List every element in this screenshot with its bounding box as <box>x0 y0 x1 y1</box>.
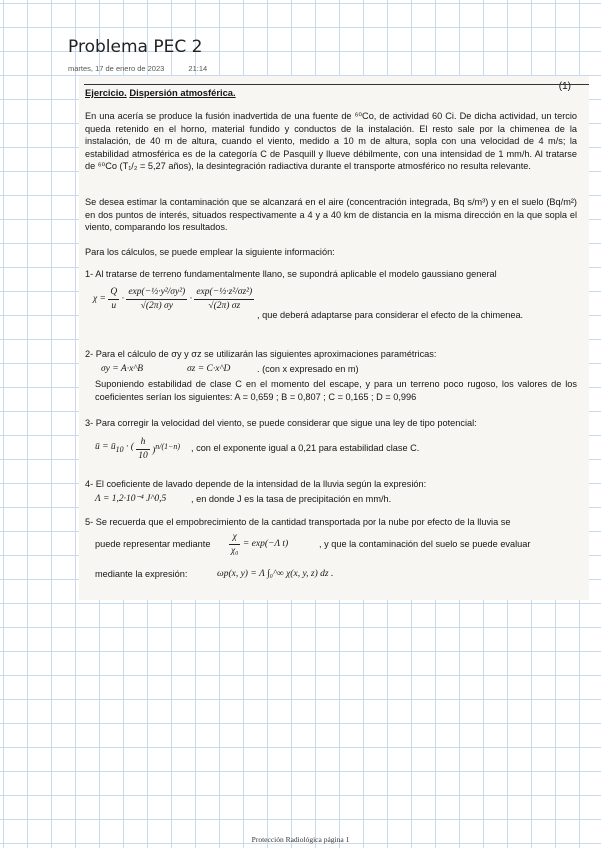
item-1-after: , que deberá adaptarse para considerar el efecto de la chimenea. <box>257 310 524 320</box>
item-5: 5- Se recuerda que el empobrecimiento de la cantidad transportada por la nube por efecto de la lluvia se <box>85 517 511 527</box>
title-rule <box>84 84 589 85</box>
scanned-exercise-image <box>79 76 589 600</box>
page-title: Problema PEC 2 <box>68 37 203 57</box>
item-2-note: . (con x expresado en m) <box>257 364 359 374</box>
wind-power-law-formula: ū = $ū_{10}$ · ( $\frac{h}{10}$ )$^{n/(1-n)}$ <box>95 437 180 461</box>
exercise-title-main: Dispersión atmosférica. <box>129 87 236 98</box>
depletion-formula: $\frac{\chi}{\text{χ₀}}$ = exp(−Λ t) <box>231 532 289 556</box>
item-5-line-b-start: puede representar mediante <box>95 539 211 549</box>
item-3-after: , con el exponente igual a 0,21 para estabilidad clase C. <box>191 443 420 453</box>
exercise-task: Se desea estimar la contaminación que se alcanzará en el aire (concentración integrada, Bq s/m³) y en el suelo (Bq/m²) en dos puntos de interés, situados respectivamente a 4 y a 40 km de distancia en la misma dirección en la que sopla el viento, comparando los resultados. <box>85 197 577 233</box>
item-5-line-b-end: , y que la contaminación del suelo se puede evaluar <box>319 539 531 549</box>
washout-formula: Λ = 1,2·10⁻⁴ J^0,5 <box>95 494 167 504</box>
page-time: 21:14 <box>188 64 208 73</box>
ground-deposition-formula: ωp(x, y) = Λ ∫₀^∞ χ(x, y, z) dz . <box>217 569 334 579</box>
item-2: 2- Para el cálculo de σy y σz se utilizarán las siguientes aproximaciones paramétricas: <box>85 349 437 359</box>
exercise-title-prefix: Ejercicio. <box>85 87 127 98</box>
item-3: 3- Para corregir la velocidad del viento, se puede considerar que sigue una ley de tipo potencial: <box>85 418 477 428</box>
gaussian-formula: χ = $\frac{Q}{u}$ · $\frac{\text{exp(−½·y²/σy²)}}{√(2\pi) \sigma y}$ · $\frac{\text{exp(−½·z²/σz²)}}{√(2\pi) \sigma z}$ <box>93 287 253 311</box>
calc-intro: Para los cálculos, se puede emplear la siguiente información: <box>85 247 335 257</box>
item-4: 4- El coeficiente de lavado depende de la intensidad de la lluvia según la expresión: <box>85 479 427 489</box>
item-4-after: , en donde J es la tasa de precipitación en mm/h. <box>191 494 392 504</box>
exercise-title <box>85 87 236 100</box>
item-2-coefficients: Suponiendo estabilidad de clase C en el momento del escape, y para un terreno poco rugoso, los valores de los coeficientes serían los siguientes: A = 0,659 ; B = 0,807 ; C = 0,165 ; D = 0,996 <box>95 379 577 402</box>
item-5-line-c: mediante la expresión: <box>95 569 188 579</box>
sigma-z-formula: σz = C·x^D <box>187 364 231 374</box>
page-date: martes, 17 de enero de 2023 <box>68 64 165 73</box>
exercise-intro: En una acería se produce la fusión inadvertida de una fuente de ⁶⁰Co, de actividad 60 Ci. De dicha actividad, un tercio queda retenido en el horno, material fundido y conductos de la instalación. El resto sale por la chimenea de la instalación, de 40 m de altura, cuando el viento, medido a 10 m de altura, sopla con una velocidad de 4 m/s; la estabilidad atmosférica es de la categoría C de Pasquill y llueve débilmente, con una intensidad de 1 mm/h. Al tratarse de ⁶⁰Co (T₁/₂ = 5,27 años), la desintegración radiactiva durante el transporte atmosférico no resulta relevante. <box>85 111 577 172</box>
page-datetime <box>68 64 229 73</box>
sigma-y-formula: σy = A·x^B <box>101 364 144 374</box>
exercise-number: (1) <box>558 81 571 92</box>
page-footer: Protección Radiológica página 1 <box>251 835 350 844</box>
item-1: 1- Al tratarse de terreno fundamentalmente llano, se supondrá aplicable el modelo gaussiano general <box>85 269 497 279</box>
